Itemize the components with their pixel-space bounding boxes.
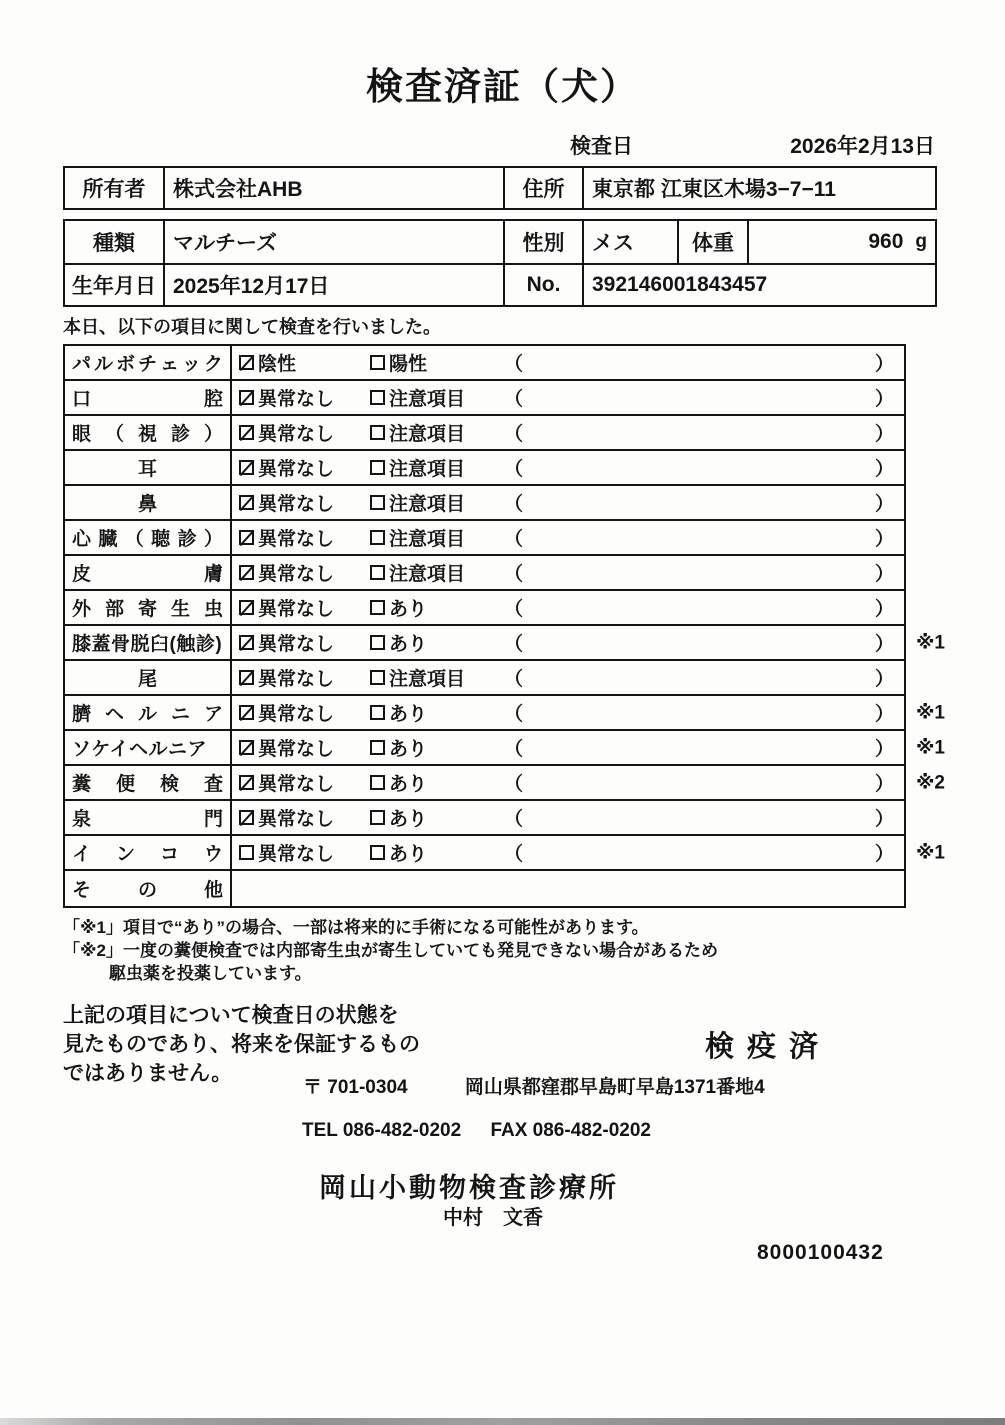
checkbox-checked-icon <box>239 810 254 825</box>
row-footnote-mark: ※1 <box>915 737 945 758</box>
option-label: 異常なし <box>258 459 335 480</box>
checkbox-unchecked-icon <box>370 705 385 720</box>
option-label: 異常なし <box>258 809 335 830</box>
checkbox-unchecked-icon <box>370 460 385 475</box>
option-checked <box>239 664 370 691</box>
comment-paren-open: （ <box>504 774 524 795</box>
clinic-tel: TEL 086-482-0202 <box>302 1120 462 1141</box>
option-unchecked <box>370 769 501 796</box>
clinic-address: 岡山県都窪郡早島町早島1371番地4 <box>464 1077 765 1098</box>
option-label: 異常なし <box>258 774 335 795</box>
option-label: あり <box>389 809 428 830</box>
checklist-row-content <box>232 381 904 414</box>
inspection-date-line <box>63 130 935 160</box>
option-checked <box>239 769 370 796</box>
checkbox-checked-icon <box>239 775 254 790</box>
option-checked <box>239 804 370 831</box>
option-unchecked <box>370 489 501 516</box>
breed-label: 種類 <box>65 221 165 263</box>
comment-paren-open: （ <box>504 389 524 410</box>
label-segment: コ <box>159 844 179 865</box>
label-segment: 鼻 <box>137 494 157 515</box>
label-segment: 他 <box>203 880 223 901</box>
comment-paren-close: ） <box>874 669 894 690</box>
checklist-row-9 <box>65 626 945 661</box>
checklist-row-16 <box>65 871 904 906</box>
checklist-row-content <box>232 801 904 834</box>
checklist-row-content <box>232 486 904 519</box>
row-footnote-mark: ※2 <box>915 772 945 793</box>
comment-paren-open: （ <box>504 669 524 690</box>
disclaimer-line-2: 見たものであり、将来を保証するもの <box>63 1033 420 1056</box>
comment-paren-open: （ <box>504 564 524 585</box>
comment-paren-close: ） <box>874 424 894 445</box>
label-segment: 膝蓋骨脱臼(触診) <box>72 634 223 655</box>
checklist-row-content <box>232 521 904 554</box>
disclaimer-line-1: 上記の項目について検査日の状態を <box>63 1004 399 1027</box>
option-unchecked <box>370 349 501 376</box>
clinic-name: 岡山小動物検査診療所 <box>319 1173 619 1203</box>
option-checked <box>239 524 370 551</box>
checklist-row-label <box>65 696 232 729</box>
checklist-row-content <box>232 626 904 659</box>
comment-paren-open: （ <box>504 704 524 725</box>
option-label: 陰性 <box>258 354 297 375</box>
option-unchecked <box>239 839 370 866</box>
label-segment: （ <box>104 424 124 445</box>
intro-text: 本日、以下の項目に関して検査を行いました。 <box>63 317 441 337</box>
checkbox-checked-icon <box>239 705 254 720</box>
checklist-row-12 <box>65 731 945 766</box>
checklist-row-7 <box>65 556 904 591</box>
label-segment: の <box>137 880 157 901</box>
footnote-1: 「※1」項目で“あり”の場合、一部は将来的に手術になる可能性があります。 <box>63 918 649 937</box>
label-segment: ） <box>203 529 223 550</box>
label-segment: 膚 <box>203 564 223 585</box>
comment-paren-close: ） <box>874 389 894 410</box>
label-segment: 聴 <box>151 529 171 550</box>
comment-paren-open: （ <box>504 599 524 620</box>
option-label: 異常なし <box>258 494 335 515</box>
birthdate-label: 生年月日 <box>65 265 165 305</box>
checkbox-unchecked-icon <box>370 425 385 440</box>
label-segment: パ <box>72 354 92 375</box>
checklist-row-label <box>65 626 232 659</box>
option-checked <box>239 559 370 586</box>
disclaimer-line-3: ではありません。 <box>63 1062 233 1085</box>
option-unchecked <box>370 454 501 481</box>
label-segment: 虫 <box>203 599 223 620</box>
option-unchecked <box>370 804 501 831</box>
checklist-row-content <box>232 451 904 484</box>
option-unchecked <box>370 419 501 446</box>
checkbox-unchecked-icon <box>370 565 385 580</box>
clinic-tel-line <box>302 1120 651 1142</box>
comment-paren-close: ） <box>874 704 894 725</box>
row-footnote-mark: ※1 <box>915 632 945 653</box>
checkbox-checked-icon <box>239 460 254 475</box>
label-segment: 口 <box>72 389 92 410</box>
weight-value: 960 <box>868 230 904 253</box>
weight-value-cell <box>749 221 935 263</box>
row-footnote-mark: ※1 <box>915 842 945 863</box>
veterinarian-name: 中村 文香 <box>443 1207 543 1229</box>
checklist-row-label <box>65 521 232 554</box>
scan-edge-artifact <box>0 1418 1005 1425</box>
label-segment: 便 <box>115 774 135 795</box>
label-segment: 眼 <box>72 424 92 445</box>
label-segment: ッ <box>181 354 201 375</box>
checkbox-checked-icon <box>239 600 254 615</box>
serial-number: 8000100432 <box>757 1241 884 1264</box>
option-checked <box>239 699 370 726</box>
checkbox-checked-icon <box>239 565 254 580</box>
checklist-row-content <box>232 661 904 694</box>
checklist-row-15 <box>65 836 945 871</box>
checklist-row-label <box>65 346 232 379</box>
inspection-date-label: 検査日 <box>570 135 633 158</box>
checkbox-unchecked-icon <box>370 390 385 405</box>
option-label: 注意項目 <box>389 669 466 690</box>
checklist-row-content <box>232 766 904 799</box>
comment-paren-open: （ <box>504 424 524 445</box>
option-checked <box>239 734 370 761</box>
option-label: 異常なし <box>258 634 335 655</box>
checklist-row-label <box>65 661 232 694</box>
label-segment: 尾 <box>137 669 157 690</box>
checkbox-checked-icon <box>239 740 254 755</box>
label-segment: 糞 <box>72 774 92 795</box>
checklist-row-label <box>65 591 232 624</box>
option-checked <box>239 629 370 656</box>
label-segment: ソケイヘルニア <box>72 739 207 760</box>
label-segment: ル <box>93 354 113 375</box>
label-segment: 外 <box>72 599 92 620</box>
comment-paren-open: （ <box>504 739 524 760</box>
footnote-2: 「※2」一度の糞便検査では内部寄生虫が寄生していても発見できない場合があるため <box>63 941 718 960</box>
label-segment: そ <box>72 880 92 901</box>
option-label: あり <box>389 844 428 865</box>
footnote-2-continued: 駆虫薬を投薬しています。 <box>109 964 312 983</box>
label-segment: ア <box>203 704 223 725</box>
checkbox-unchecked-icon <box>370 635 385 650</box>
label-segment: チ <box>137 354 157 375</box>
checkbox-checked-icon <box>239 390 254 405</box>
row-footnote-mark: ※1 <box>915 702 945 723</box>
label-segment: 臓 <box>98 529 118 550</box>
footnotes <box>63 916 1005 985</box>
label-segment: （ <box>124 529 144 550</box>
address-value: 東京都 江東区木場3−7−11 <box>592 178 836 201</box>
option-label: 異常なし <box>258 599 335 620</box>
comment-paren-close: ） <box>874 459 894 480</box>
checkbox-unchecked-icon <box>370 845 385 860</box>
label-segment: 査 <box>203 774 223 795</box>
checkbox-unchecked-icon <box>370 775 385 790</box>
comment-paren-open: （ <box>504 459 524 480</box>
checklist-row-content <box>232 731 904 764</box>
option-label: 異常なし <box>258 389 335 410</box>
label-segment: 診 <box>170 424 190 445</box>
label-segment: ニ <box>170 704 190 725</box>
label-segment: 部 <box>104 599 124 620</box>
comment-paren-close: ） <box>874 599 894 620</box>
option-unchecked <box>370 559 501 586</box>
option-unchecked <box>370 524 501 551</box>
label-segment: 門 <box>203 809 223 830</box>
checkbox-unchecked-icon <box>370 495 385 510</box>
label-segment: ン <box>115 844 135 865</box>
breed-value: マルチーズ <box>165 221 505 263</box>
option-label: 異常なし <box>258 704 335 725</box>
checkbox-unchecked-icon <box>239 845 254 860</box>
quarantine-stamp: 検疫済 <box>705 1031 832 1063</box>
weight-label: 体重 <box>679 221 749 263</box>
checklist-table <box>63 344 945 908</box>
option-checked <box>239 454 370 481</box>
option-unchecked <box>370 839 501 866</box>
option-label: 注意項目 <box>389 424 466 445</box>
number-label: No. <box>505 265 584 305</box>
option-label: 注意項目 <box>389 389 466 410</box>
label-segment: イ <box>72 844 92 865</box>
label-segment: 臍 <box>72 704 92 725</box>
comment-paren-close: ） <box>874 634 894 655</box>
checklist-row-label <box>65 836 232 869</box>
certificate-title: 検査済証（犬） <box>366 66 639 107</box>
comment-paren-open: （ <box>504 494 524 515</box>
label-segment: ウ <box>203 844 223 865</box>
animal-table <box>63 219 937 307</box>
option-label: あり <box>389 634 428 655</box>
checklist-row-13 <box>65 766 945 801</box>
checklist-row-content <box>232 591 904 624</box>
checklist-row-4 <box>65 451 904 486</box>
comment-paren-close: ） <box>874 494 894 515</box>
comment-paren-close: ） <box>874 844 894 865</box>
label-segment: ク <box>203 354 223 375</box>
option-unchecked <box>370 594 501 621</box>
checklist-row-14 <box>65 801 904 836</box>
option-label: 注意項目 <box>389 529 466 550</box>
checkbox-checked-icon <box>239 425 254 440</box>
option-checked <box>239 384 370 411</box>
option-label: 異常なし <box>258 529 335 550</box>
checklist-row-1 <box>65 346 904 381</box>
label-segment: 検 <box>159 774 179 795</box>
comment-paren-open: （ <box>504 809 524 830</box>
option-label: あり <box>389 599 428 620</box>
checklist-row-content <box>232 836 904 869</box>
option-label: 陽性 <box>389 354 428 375</box>
option-label: あり <box>389 704 428 725</box>
option-label: 異常なし <box>258 844 335 865</box>
option-label: 異常なし <box>258 739 335 760</box>
option-unchecked <box>370 664 501 691</box>
label-segment: 生 <box>170 599 190 620</box>
label-segment: 診 <box>177 529 197 550</box>
checkbox-unchecked-icon <box>370 355 385 370</box>
owner-value: 株式会社AHB <box>165 168 505 208</box>
inspection-date-value: 2026年2月13日 <box>790 135 935 158</box>
option-checked <box>239 419 370 446</box>
checklist-row-3 <box>65 416 904 451</box>
option-label: 異常なし <box>258 424 335 445</box>
birthdate-value: 2025年12月17日 <box>165 265 505 305</box>
label-segment: ヘ <box>104 704 124 725</box>
option-label: 注意項目 <box>389 494 466 515</box>
checkbox-checked-icon <box>239 495 254 510</box>
checkbox-checked-icon <box>239 355 254 370</box>
option-label: あり <box>389 739 428 760</box>
label-segment: 皮 <box>72 564 92 585</box>
checklist-row-6 <box>65 521 904 556</box>
checklist-row-content <box>232 871 904 906</box>
comment-paren-close: ） <box>874 739 894 760</box>
checkbox-unchecked-icon <box>370 810 385 825</box>
label-segment: ェ <box>159 354 179 375</box>
comment-paren-open: （ <box>504 354 524 375</box>
comment-paren-open: （ <box>504 634 524 655</box>
postal-code: 〒 701-0304 <box>303 1077 408 1098</box>
checklist-row-5 <box>65 486 904 521</box>
checklist-row-label <box>65 416 232 449</box>
owner-table <box>63 166 937 210</box>
option-label: 注意項目 <box>389 564 466 585</box>
checklist-row-label <box>65 801 232 834</box>
comment-paren-open: （ <box>504 529 524 550</box>
clinic-fax: FAX 086-482-0202 <box>490 1120 651 1141</box>
checklist-row-content <box>232 556 904 589</box>
label-segment: 視 <box>137 424 157 445</box>
checklist-row-content <box>232 696 904 729</box>
option-checked <box>239 594 370 621</box>
option-unchecked <box>370 629 501 656</box>
checklist-row-label <box>65 871 232 906</box>
comment-paren-close: ） <box>874 809 894 830</box>
option-unchecked <box>370 734 501 761</box>
option-unchecked <box>370 384 501 411</box>
checklist-row-content <box>232 416 904 449</box>
checklist-row-11 <box>65 696 945 731</box>
checkbox-unchecked-icon <box>370 670 385 685</box>
checklist-row-label <box>65 486 232 519</box>
option-checked <box>239 349 370 376</box>
address-label: 住所 <box>505 168 584 208</box>
option-label: 異常なし <box>258 564 335 585</box>
label-segment: 心 <box>72 529 92 550</box>
checklist-row-label <box>65 381 232 414</box>
option-label: 注意項目 <box>389 459 466 480</box>
option-checked <box>239 489 370 516</box>
checklist-row-10 <box>65 661 904 696</box>
number-value: 392146001843457 <box>592 273 768 296</box>
checklist-row-label <box>65 451 232 484</box>
weight-unit: g <box>915 231 927 252</box>
label-segment: ル <box>137 704 157 725</box>
animal-table-row-1 <box>65 221 935 265</box>
comment-paren-open: （ <box>504 844 524 865</box>
clinic-postal-line <box>303 1072 765 1099</box>
checklist-row-8 <box>65 591 904 626</box>
comment-paren-close: ） <box>874 529 894 550</box>
label-segment: ボ <box>115 354 135 375</box>
checklist-row-2 <box>65 381 904 416</box>
checkbox-unchecked-icon <box>370 600 385 615</box>
option-label: あり <box>389 774 428 795</box>
sex-value: メス <box>584 221 679 263</box>
checklist-row-label <box>65 731 232 764</box>
comment-paren-close: ） <box>874 774 894 795</box>
label-segment: 耳 <box>137 459 157 480</box>
checkbox-checked-icon <box>239 635 254 650</box>
label-segment: 寄 <box>137 599 157 620</box>
comment-paren-close: ） <box>874 354 894 375</box>
option-label: 異常なし <box>258 669 335 690</box>
comment-paren-close: ） <box>874 564 894 585</box>
sex-label: 性別 <box>505 221 584 263</box>
checkbox-checked-icon <box>239 670 254 685</box>
owner-label: 所有者 <box>65 168 165 208</box>
checkbox-unchecked-icon <box>370 530 385 545</box>
checklist-row-label <box>65 766 232 799</box>
label-segment: 泉 <box>72 809 92 830</box>
label-segment: ） <box>203 424 223 445</box>
checkbox-unchecked-icon <box>370 740 385 755</box>
checklist-row-content <box>232 346 904 379</box>
label-segment: 腔 <box>203 389 223 410</box>
option-unchecked <box>370 699 501 726</box>
checklist-row-label <box>65 556 232 589</box>
checkbox-checked-icon <box>239 530 254 545</box>
animal-table-row-2 <box>65 265 935 305</box>
